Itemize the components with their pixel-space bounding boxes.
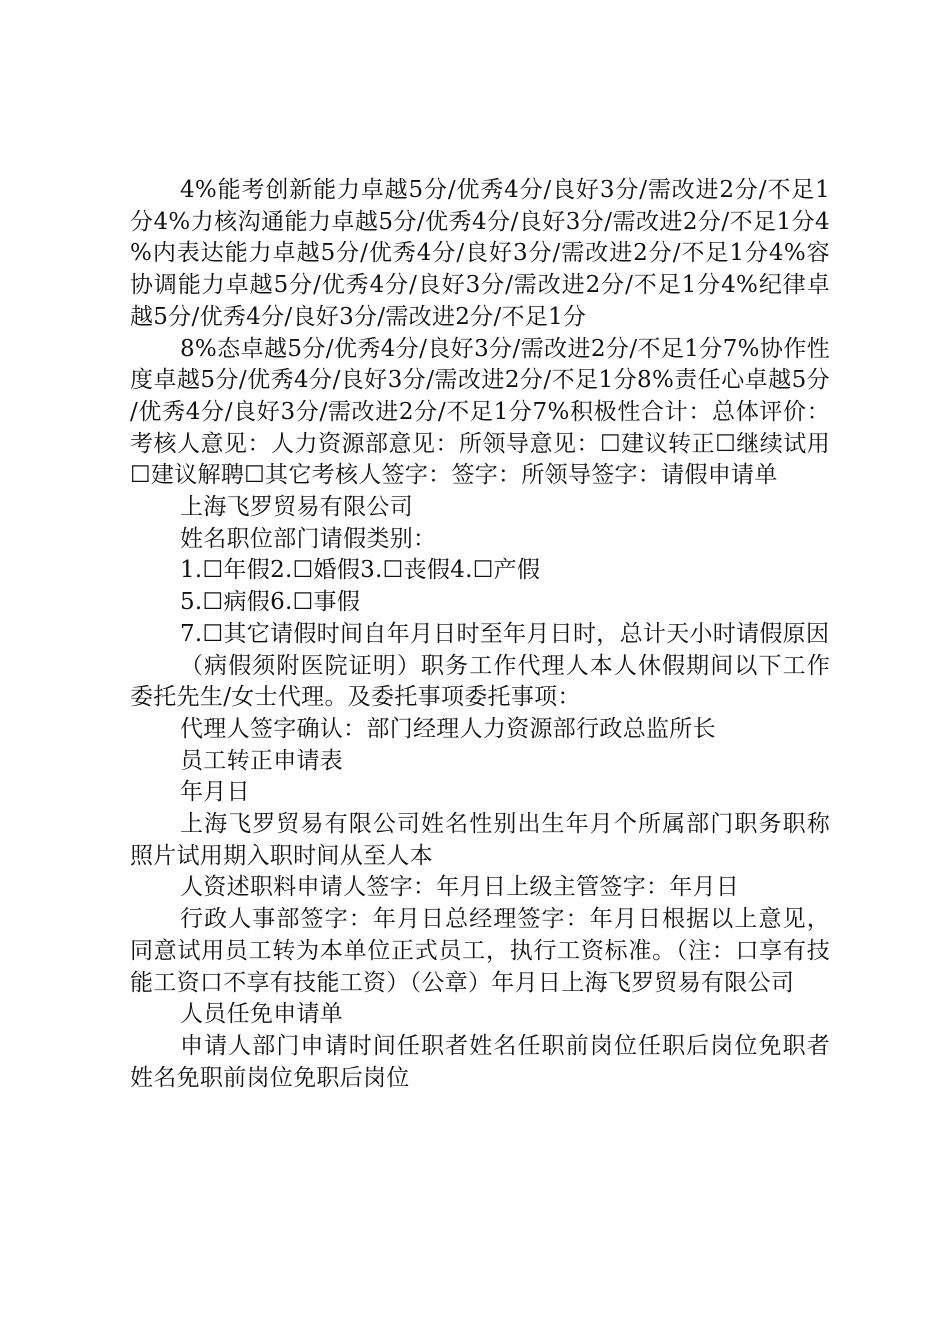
document-page — [130, 175, 830, 1094]
leave-type-options-line-1: 1.☐年假2.☐婚假3.☐丧假4.☐产假 — [180, 557, 541, 584]
evaluation-summary-paragraph: 8%态卓越5分/优秀4分/良好3分/需改进2分/不足1分7%协作性度卓越5分/优秀4分/良好3分/需改进2分/不足1分8%责任心卓越5分/优秀4分/良好3分/需改进2分/不足1分7%积极性合计：总体评价：考核人意见：人力资源部意见：所领导意见：☐建议转正☐继续试用☐建议解聘☐其它考核人签字：签字：所领导签字：请假申请单 — [130, 335, 830, 489]
appointment-form-title: 人员任免申请单 — [180, 1001, 344, 1028]
leave-type-options-line-2: 5.☐病假6.☐事假 — [180, 589, 361, 616]
leave-delegation-paragraph: （病假须附医院证明）职务工作代理人本人休假期间以下工作委托先生/女士代理。及委托事项委托事项： — [130, 652, 830, 711]
appointment-fields-paragraph: 申请人部门申请时间任职者姓名任职前岗位任职后岗位免职者姓名免职前岗位免职后岗位 — [130, 1032, 830, 1091]
probation-date-line: 年月日 — [180, 779, 250, 806]
probation-form-title: 员工转正申请表 — [180, 747, 344, 774]
probation-fields-paragraph: 上海飞罗贸易有限公司姓名性别出生年月个所属部门职务职称照片试用期入职时间从至人本 — [130, 811, 830, 869]
probation-signatures-line: 人资述职料申请人签字：年月日上级主管签字：年月日 — [180, 874, 740, 901]
evaluation-criteria-paragraph: 4%能考创新能力卓越5分/优秀4分/良好3分/需改进2分/不足1分4%力核沟通能力卓越5分/优秀4分/良好3分/需改进2分/不足1分4%内表达能力卓越5分/优秀4分/良好3分/需改进2分/不足1分4%容协调能力卓越5分/优秀4分/良好3分/需改进2分/不足1分4%纪律卓越5分/优秀4分/良好3分/需改进2分/不足1分 — [130, 177, 831, 330]
leave-form-fields-line: 姓名职位部门请假类别： — [180, 525, 437, 552]
company-name-line: 上海飞罗贸易有限公司 — [180, 494, 413, 521]
leave-signatures-line: 代理人签字确认：部门经理人力资源部行政总监所长 — [180, 715, 716, 742]
probation-approval-paragraph: 行政人事部签字：年月日总经理签字：年月日根据以上意见，同意试用员工转为本单位正式员工，执行工资标准。（注：口享有技能工资口不享有技能工资）（公章）年月日上海飞罗贸易有限公司 — [130, 906, 830, 996]
leave-type-options-line-3: 7.☐其它请假时间自年月日时至年月日时，总计天小时请假原因 — [180, 620, 830, 647]
